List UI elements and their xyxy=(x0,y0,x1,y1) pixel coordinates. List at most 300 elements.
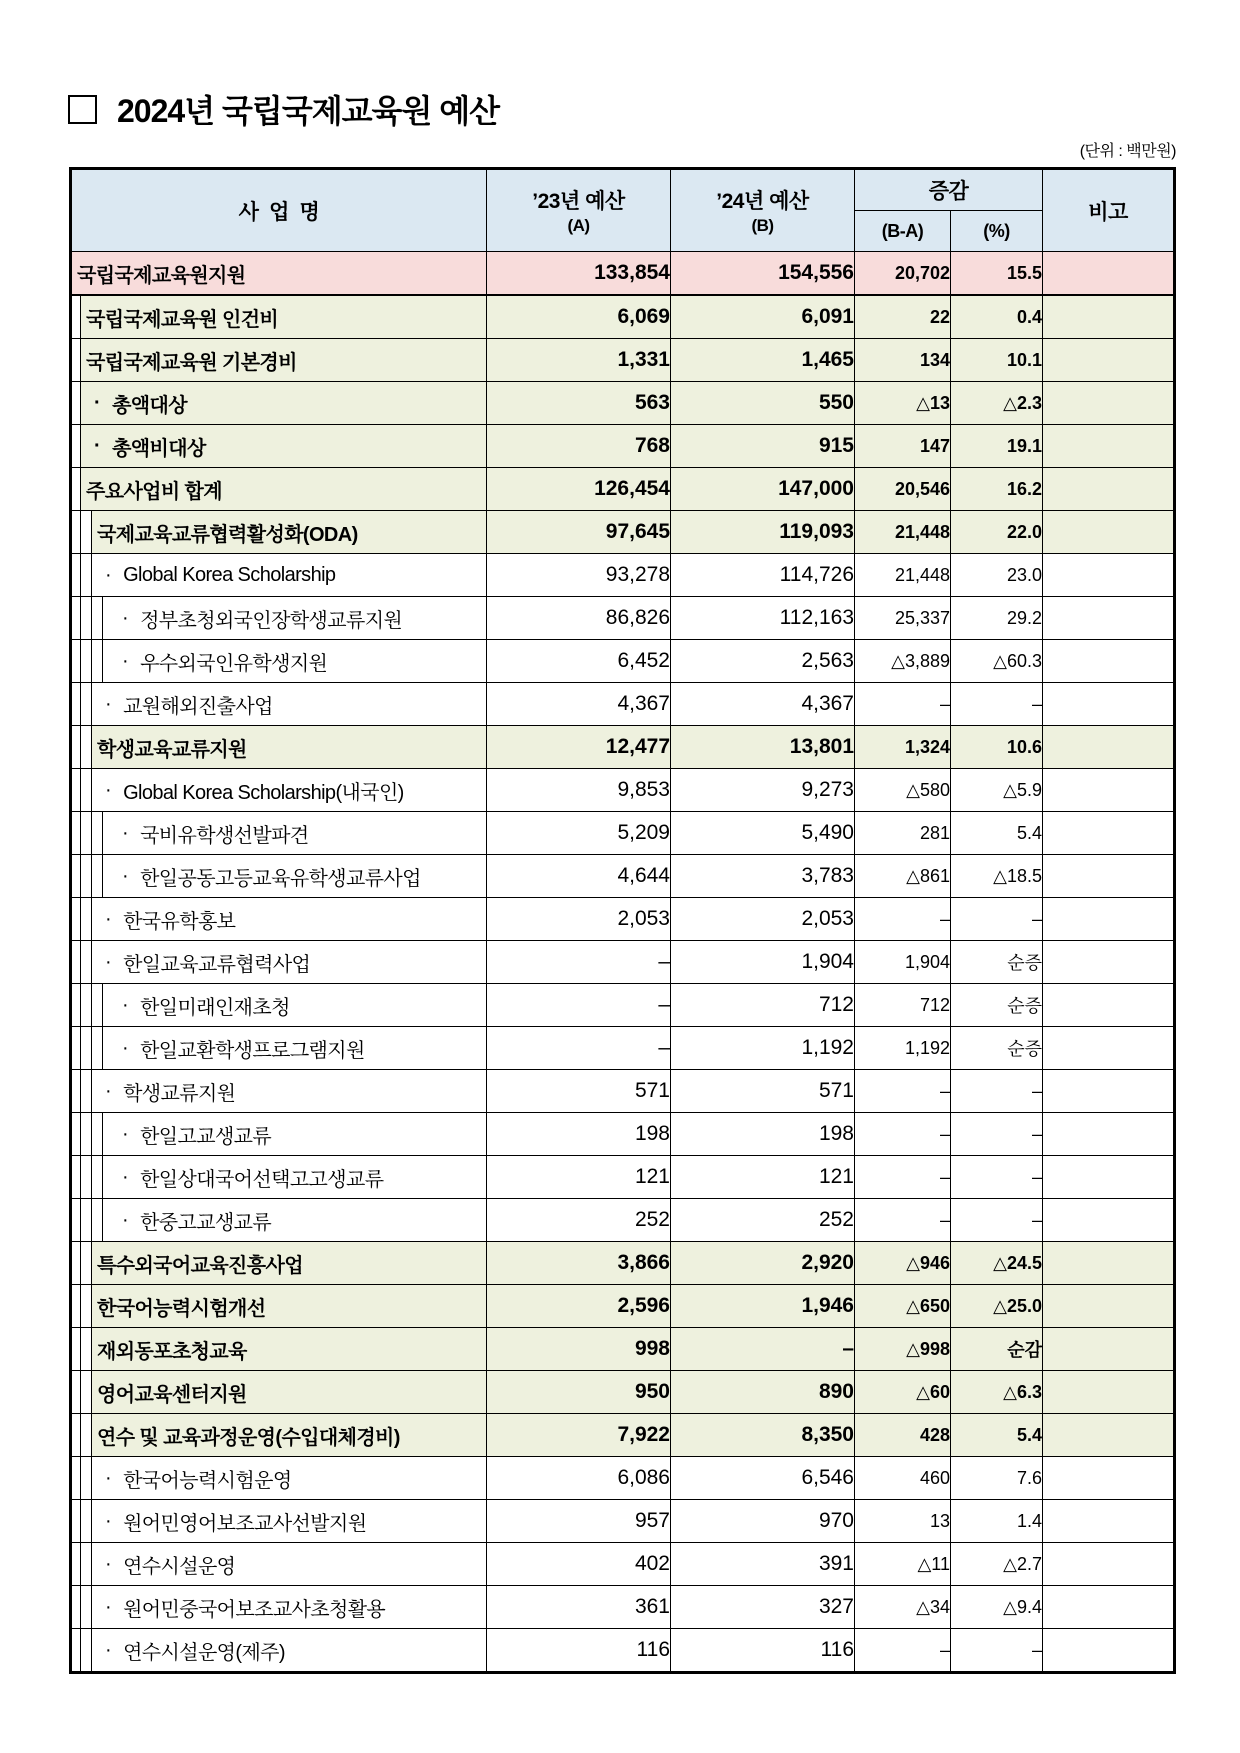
note-cell xyxy=(1043,339,1175,382)
budget-2024-cell: 2,920 xyxy=(671,1242,855,1285)
table-row xyxy=(71,640,1175,683)
hierarchy-indent-line xyxy=(81,597,92,639)
bullet-icon: · xyxy=(122,649,129,672)
program-name-cell xyxy=(71,1414,487,1457)
program-name: 연수시설운영 xyxy=(123,1555,236,1578)
budget-2023-cell: 116 xyxy=(487,1629,671,1673)
budget-2023-cell: 571 xyxy=(487,1070,671,1113)
program-name: 한일교육교류협력사업 xyxy=(123,953,311,976)
hierarchy-indent-line xyxy=(92,597,103,639)
change-abs-cell: 13 xyxy=(855,1500,951,1543)
table-row xyxy=(71,1328,1175,1371)
note-cell xyxy=(1043,1242,1175,1285)
budget-2023-cell: 957 xyxy=(487,1500,671,1543)
hierarchy-indent-line xyxy=(72,1199,81,1241)
table-row xyxy=(71,382,1175,425)
budget-2023-cell: 198 xyxy=(487,1113,671,1156)
bullet-icon: · xyxy=(94,434,101,457)
change-pct-cell: 순증 xyxy=(951,984,1043,1027)
change-abs-cell: △3,889 xyxy=(855,640,951,683)
hierarchy-indent-line xyxy=(92,640,103,682)
program-name: 한일고교생교류 xyxy=(140,1125,272,1148)
program-name: 학생교육교류지원 xyxy=(97,738,247,761)
hierarchy-indent-line xyxy=(81,855,92,897)
hierarchy-indent-line xyxy=(72,511,81,553)
col-header-change-pct: (%) xyxy=(951,211,1043,252)
table-row xyxy=(71,855,1175,898)
program-name: 정부초청외국인장학생교류지원 xyxy=(140,609,403,632)
budget-2024-cell: 9,273 xyxy=(671,769,855,812)
bullet-icon: · xyxy=(105,563,112,586)
budget-2023-cell: 121 xyxy=(487,1156,671,1199)
change-pct-cell: – xyxy=(951,1629,1043,1673)
change-abs-cell: 20,546 xyxy=(855,468,951,511)
hierarchy-indent-line xyxy=(72,1371,81,1413)
note-cell xyxy=(1043,640,1175,683)
program-name: 국립국제교육원 인건비 xyxy=(86,308,279,331)
program-name-cell xyxy=(71,898,487,941)
program-name: 총액비대상 xyxy=(112,437,206,460)
hierarchy-indent-line xyxy=(81,1285,92,1327)
program-name: 연수시설운영(제주) xyxy=(123,1641,285,1664)
change-abs-cell: 21,448 xyxy=(855,511,951,554)
hierarchy-indent-line xyxy=(72,898,81,940)
budget-2024-cell: 571 xyxy=(671,1070,855,1113)
budget-2023-cell: 5,209 xyxy=(487,812,671,855)
col-header-note: 비고 xyxy=(1043,169,1175,252)
note-cell xyxy=(1043,597,1175,640)
program-name: 교원해외진출사업 xyxy=(123,695,273,718)
budget-2023-cell: 4,644 xyxy=(487,855,671,898)
table-row xyxy=(71,554,1175,597)
page-title-text: 2024년 국립국제교육원 예산 xyxy=(117,93,500,129)
table-row xyxy=(71,425,1175,468)
change-pct-cell: 15.5 xyxy=(951,252,1043,296)
hierarchy-indent-line xyxy=(72,1629,81,1671)
budget-2024-cell: 5,490 xyxy=(671,812,855,855)
budget-2023-cell: 6,069 xyxy=(487,295,671,339)
budget-2024-cell: 550 xyxy=(671,382,855,425)
change-pct-cell: 순증 xyxy=(951,1027,1043,1070)
program-name: 한국어능력시험운영 xyxy=(123,1469,292,1492)
program-name-cell xyxy=(71,339,487,382)
change-pct-cell: 22.0 xyxy=(951,511,1043,554)
table-row xyxy=(71,1113,1175,1156)
change-pct-cell: – xyxy=(951,1113,1043,1156)
change-abs-cell: △34 xyxy=(855,1586,951,1629)
bullet-icon: · xyxy=(122,1036,129,1059)
budget-2024-cell: 13,801 xyxy=(671,726,855,769)
hierarchy-indent-line xyxy=(81,812,92,854)
program-name: 국립국제교육원 기본경비 xyxy=(86,351,297,374)
program-name-cell xyxy=(71,1328,487,1371)
program-name: 영어교육센터지원 xyxy=(97,1383,247,1406)
change-pct-cell: 16.2 xyxy=(951,468,1043,511)
table-row xyxy=(71,1371,1175,1414)
table-body xyxy=(71,252,1175,1673)
bullet-icon: · xyxy=(105,1638,112,1661)
program-name: 한일교환학생프로그램지원 xyxy=(140,1039,365,1062)
note-cell xyxy=(1043,554,1175,597)
change-abs-cell: △861 xyxy=(855,855,951,898)
hierarchy-indent-line xyxy=(81,1543,92,1585)
program-name-cell xyxy=(71,597,487,640)
program-name: 원어민중국어보조교사초청활용 xyxy=(123,1598,386,1621)
program-name-cell xyxy=(71,1371,487,1414)
note-cell xyxy=(1043,1328,1175,1371)
note-cell xyxy=(1043,1070,1175,1113)
bullet-icon: · xyxy=(105,1552,112,1575)
hierarchy-indent-line xyxy=(72,1027,81,1069)
table-row xyxy=(71,339,1175,382)
note-cell xyxy=(1043,1543,1175,1586)
change-pct-cell: 5.4 xyxy=(951,1414,1043,1457)
budget-2024-cell: 1,192 xyxy=(671,1027,855,1070)
hierarchy-indent-line xyxy=(81,1414,92,1456)
hierarchy-indent-line xyxy=(81,640,92,682)
budget-2024-cell: 1,465 xyxy=(671,339,855,382)
table-row xyxy=(71,252,1175,296)
change-abs-cell: 460 xyxy=(855,1457,951,1500)
table-row xyxy=(71,1629,1175,1673)
budget-2024-cell: 121 xyxy=(671,1156,855,1199)
hierarchy-indent-line xyxy=(72,855,81,897)
program-name: 원어민영어보조교사선발지원 xyxy=(123,1512,367,1535)
note-cell xyxy=(1043,1586,1175,1629)
change-abs-cell: 712 xyxy=(855,984,951,1027)
budget-2023-cell: 1,331 xyxy=(487,339,671,382)
hierarchy-indent-line xyxy=(81,1070,92,1112)
hierarchy-indent-line xyxy=(72,1070,81,1112)
budget-2023-cell: 6,086 xyxy=(487,1457,671,1500)
program-name-cell xyxy=(71,941,487,984)
bullet-icon: · xyxy=(122,864,129,887)
budget-2023-cell: 93,278 xyxy=(487,554,671,597)
program-name: 주요사업비 합계 xyxy=(86,480,222,503)
change-abs-cell: 22 xyxy=(855,295,951,339)
hierarchy-indent-line xyxy=(81,1242,92,1284)
hierarchy-indent-line xyxy=(92,984,103,1026)
program-name: 한일공동고등교육유학생교류사업 xyxy=(140,867,421,890)
hierarchy-indent-line xyxy=(72,296,81,338)
hierarchy-indent-line xyxy=(72,382,81,424)
change-pct-cell: – xyxy=(951,1070,1043,1113)
change-abs-cell: – xyxy=(855,1156,951,1199)
note-cell xyxy=(1043,425,1175,468)
change-pct-cell: △5.9 xyxy=(951,769,1043,812)
bullet-icon: · xyxy=(94,391,101,414)
bullet-icon: · xyxy=(105,1509,112,1532)
budget-2023-cell: 998 xyxy=(487,1328,671,1371)
change-pct-cell: 23.0 xyxy=(951,554,1043,597)
table-row xyxy=(71,726,1175,769)
hierarchy-indent-line xyxy=(72,1113,81,1155)
note-cell xyxy=(1043,726,1175,769)
bullet-icon: · xyxy=(105,692,112,715)
table-row xyxy=(71,1414,1175,1457)
budget-2024-cell: 154,556 xyxy=(671,252,855,296)
table-row xyxy=(71,683,1175,726)
program-name-cell xyxy=(71,425,487,468)
table-row xyxy=(71,1156,1175,1199)
program-name: 한중고교생교류 xyxy=(140,1211,272,1234)
change-abs-cell: △13 xyxy=(855,382,951,425)
program-name-cell xyxy=(71,812,487,855)
table-row xyxy=(71,511,1175,554)
hierarchy-indent-line xyxy=(72,1586,81,1628)
table-row xyxy=(71,1457,1175,1500)
budget-2024-cell: 915 xyxy=(671,425,855,468)
hierarchy-indent-line xyxy=(72,1328,81,1370)
budget-2024-cell: 3,783 xyxy=(671,855,855,898)
hierarchy-indent-line xyxy=(92,1113,103,1155)
table-row xyxy=(71,1027,1175,1070)
program-name: 재외동포초청교육 xyxy=(97,1340,247,1363)
hierarchy-indent-line xyxy=(81,1629,92,1671)
table-row xyxy=(71,295,1175,339)
hierarchy-indent-line xyxy=(72,339,81,381)
change-abs-cell: △60 xyxy=(855,1371,951,1414)
bullet-icon: · xyxy=(122,1165,129,1188)
budget-2023-cell: 402 xyxy=(487,1543,671,1586)
col-header-change: 증감 xyxy=(855,169,1043,211)
hierarchy-indent-line xyxy=(92,855,103,897)
budget-table xyxy=(69,167,1176,1674)
table-row xyxy=(71,1500,1175,1543)
budget-2023-cell: 252 xyxy=(487,1199,671,1242)
program-name-cell xyxy=(71,1070,487,1113)
budget-2024-cell: 112,163 xyxy=(671,597,855,640)
hierarchy-indent-line xyxy=(92,812,103,854)
table-row xyxy=(71,1285,1175,1328)
change-pct-cell: 순증 xyxy=(951,941,1043,984)
program-name-cell xyxy=(71,1457,487,1500)
hierarchy-indent-line xyxy=(81,769,92,811)
program-name-cell xyxy=(71,252,487,296)
change-pct-cell: 29.2 xyxy=(951,597,1043,640)
change-pct-cell: △18.5 xyxy=(951,855,1043,898)
budget-2024-cell: 391 xyxy=(671,1543,855,1586)
budget-2024-cell: 2,563 xyxy=(671,640,855,683)
change-pct-cell: △6.3 xyxy=(951,1371,1043,1414)
note-cell xyxy=(1043,1156,1175,1199)
program-name-cell xyxy=(71,1199,487,1242)
note-cell xyxy=(1043,468,1175,511)
table-row xyxy=(71,769,1175,812)
program-name-cell xyxy=(71,855,487,898)
program-name-cell xyxy=(71,554,487,597)
table-row xyxy=(71,597,1175,640)
table-row xyxy=(71,941,1175,984)
change-pct-cell: 7.6 xyxy=(951,1457,1043,1500)
budget-2024-cell: 1,946 xyxy=(671,1285,855,1328)
col-header-name: 사 업 명 xyxy=(71,169,487,252)
change-pct-cell: 10.6 xyxy=(951,726,1043,769)
budget-2023-cell: 6,452 xyxy=(487,640,671,683)
change-abs-cell: △11 xyxy=(855,1543,951,1586)
hierarchy-indent-line xyxy=(81,1328,92,1370)
note-cell xyxy=(1043,295,1175,339)
budget-2023-cell: – xyxy=(487,1027,671,1070)
program-name: 국비유학생선발파견 xyxy=(140,824,309,847)
program-name-cell xyxy=(71,640,487,683)
change-abs-cell: – xyxy=(855,1070,951,1113)
program-name: 한국유학홍보 xyxy=(123,910,236,933)
change-pct-cell: 0.4 xyxy=(951,295,1043,339)
bullet-icon: · xyxy=(105,778,112,801)
program-name-cell xyxy=(71,726,487,769)
program-name: 연수 및 교육과정운영(수입대체경비) xyxy=(97,1426,400,1449)
change-pct-cell: △2.3 xyxy=(951,382,1043,425)
budget-2023-cell: – xyxy=(487,984,671,1027)
program-name-cell xyxy=(71,1113,487,1156)
table-row xyxy=(71,898,1175,941)
col-header-budget-2024: ’24년 예산 (B) xyxy=(671,169,855,252)
budget-2023-cell: 2,053 xyxy=(487,898,671,941)
hierarchy-indent-line xyxy=(81,683,92,725)
hierarchy-indent-line xyxy=(81,1457,92,1499)
hierarchy-indent-line xyxy=(72,769,81,811)
change-pct-cell: △60.3 xyxy=(951,640,1043,683)
change-abs-cell: – xyxy=(855,683,951,726)
program-name-cell xyxy=(71,382,487,425)
budget-2023-cell: 86,826 xyxy=(487,597,671,640)
program-name-cell xyxy=(71,1156,487,1199)
program-name-cell xyxy=(71,1629,487,1673)
budget-2024-cell: 970 xyxy=(671,1500,855,1543)
bullet-icon: · xyxy=(122,1122,129,1145)
hierarchy-indent-line xyxy=(72,597,81,639)
hierarchy-indent-line xyxy=(72,468,81,510)
hierarchy-indent-line xyxy=(81,1156,92,1198)
hierarchy-indent-line xyxy=(72,1156,81,1198)
budget-2023-cell: 7,922 xyxy=(487,1414,671,1457)
budget-2024-cell: 712 xyxy=(671,984,855,1027)
change-abs-cell: 147 xyxy=(855,425,951,468)
hierarchy-indent-line xyxy=(72,1242,81,1284)
hierarchy-indent-line xyxy=(81,1371,92,1413)
change-abs-cell: 21,448 xyxy=(855,554,951,597)
change-pct-cell: – xyxy=(951,1156,1043,1199)
change-abs-cell: 428 xyxy=(855,1414,951,1457)
budget-2023-cell: 3,866 xyxy=(487,1242,671,1285)
program-name-cell xyxy=(71,1027,487,1070)
note-cell xyxy=(1043,855,1175,898)
budget-2023-cell: 9,853 xyxy=(487,769,671,812)
hierarchy-indent-line xyxy=(81,1500,92,1542)
budget-2024-cell: 6,546 xyxy=(671,1457,855,1500)
bullet-icon: · xyxy=(105,950,112,973)
table-row xyxy=(71,984,1175,1027)
hierarchy-indent-line xyxy=(72,726,81,768)
col-header-change-abs: (B-A) xyxy=(855,211,951,252)
change-pct-cell: △2.7 xyxy=(951,1543,1043,1586)
hierarchy-indent-line xyxy=(72,425,81,467)
hierarchy-indent-line xyxy=(72,554,81,596)
change-abs-cell: 20,702 xyxy=(855,252,951,296)
change-pct-cell: 19.1 xyxy=(951,425,1043,468)
change-abs-cell: △580 xyxy=(855,769,951,812)
budget-2023-cell: 126,454 xyxy=(487,468,671,511)
hierarchy-indent-line xyxy=(81,1199,92,1241)
note-cell xyxy=(1043,1629,1175,1673)
table-row xyxy=(71,468,1175,511)
change-abs-cell: 1,324 xyxy=(855,726,951,769)
note-cell xyxy=(1043,1371,1175,1414)
note-cell xyxy=(1043,252,1175,296)
budget-2023-cell: 768 xyxy=(487,425,671,468)
note-cell xyxy=(1043,898,1175,941)
budget-2023-cell: 361 xyxy=(487,1586,671,1629)
note-cell xyxy=(1043,1285,1175,1328)
change-pct-cell: – xyxy=(951,683,1043,726)
budget-2023-cell: 4,367 xyxy=(487,683,671,726)
budget-2023-cell: 950 xyxy=(487,1371,671,1414)
change-abs-cell: 134 xyxy=(855,339,951,382)
note-cell xyxy=(1043,1027,1175,1070)
unit-note: (단위 : 백만원) xyxy=(1079,143,1176,160)
hierarchy-indent-line xyxy=(72,683,81,725)
note-cell xyxy=(1043,812,1175,855)
change-abs-cell: 281 xyxy=(855,812,951,855)
bullet-icon: · xyxy=(105,1595,112,1618)
table-row xyxy=(71,1199,1175,1242)
hierarchy-indent-line xyxy=(72,941,81,983)
program-name: 한일미래인재초청 xyxy=(140,996,290,1019)
table-row xyxy=(71,1586,1175,1629)
budget-2024-cell: 114,726 xyxy=(671,554,855,597)
program-name: 총액대상 xyxy=(112,394,187,417)
program-name-cell xyxy=(71,984,487,1027)
change-pct-cell: 1.4 xyxy=(951,1500,1043,1543)
note-cell xyxy=(1043,511,1175,554)
change-abs-cell: – xyxy=(855,1629,951,1673)
change-abs-cell: – xyxy=(855,898,951,941)
change-pct-cell: △25.0 xyxy=(951,1285,1043,1328)
change-pct-cell: – xyxy=(951,898,1043,941)
change-pct-cell: 10.1 xyxy=(951,339,1043,382)
change-abs-cell: – xyxy=(855,1113,951,1156)
bullet-icon: · xyxy=(122,993,129,1016)
program-name: Global Korea Scholarship(내국인) xyxy=(123,781,404,804)
budget-2024-cell: 2,053 xyxy=(671,898,855,941)
bullet-icon: · xyxy=(122,821,129,844)
bullet-icon: · xyxy=(105,907,112,930)
note-cell xyxy=(1043,382,1175,425)
bullet-icon: · xyxy=(105,1079,112,1102)
note-cell xyxy=(1043,1457,1175,1500)
hierarchy-indent-line xyxy=(92,1199,103,1241)
budget-2024-cell: 1,904 xyxy=(671,941,855,984)
change-abs-cell: 25,337 xyxy=(855,597,951,640)
budget-2024-cell: 327 xyxy=(671,1586,855,1629)
program-name: 국립국제교육원지원 xyxy=(77,264,246,287)
bullet-icon: · xyxy=(105,1466,112,1489)
hierarchy-indent-line xyxy=(72,1285,81,1327)
budget-2024-cell: 8,350 xyxy=(671,1414,855,1457)
hierarchy-indent-line xyxy=(81,511,92,553)
budget-2024-cell: – xyxy=(671,1328,855,1371)
program-name-cell xyxy=(71,468,487,511)
program-name-cell xyxy=(71,683,487,726)
square-bullet-icon xyxy=(68,95,97,124)
note-cell xyxy=(1043,769,1175,812)
hierarchy-indent-line xyxy=(81,726,92,768)
change-pct-cell: △9.4 xyxy=(951,1586,1043,1629)
program-name-cell xyxy=(71,1586,487,1629)
program-name: 우수외국인유학생지원 xyxy=(140,652,328,675)
program-name-cell xyxy=(71,295,487,339)
